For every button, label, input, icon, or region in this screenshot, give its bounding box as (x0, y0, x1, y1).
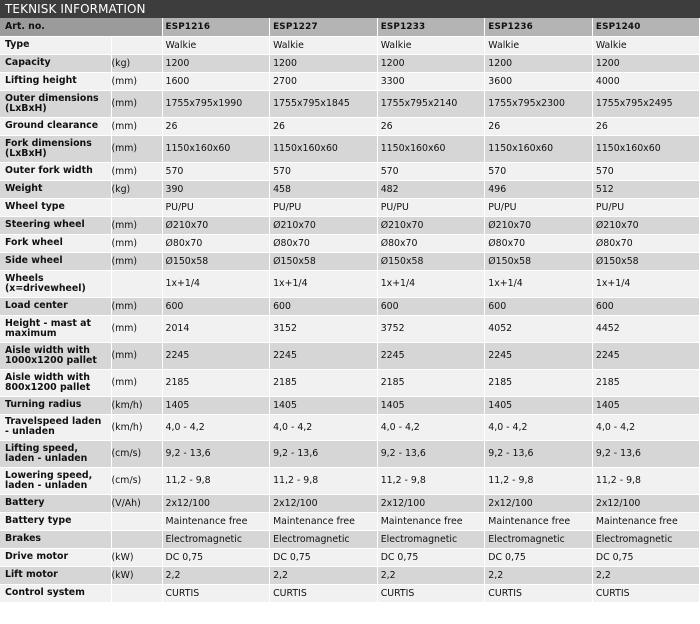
spec-value: 2,2 (270, 566, 378, 584)
spec-unit (111, 36, 162, 54)
spec-value: Electromagnetic (270, 530, 378, 548)
spec-value: 600 (270, 297, 378, 315)
spec-value: 26 (270, 117, 378, 135)
spec-value: 2700 (270, 72, 378, 90)
spec-unit (111, 512, 162, 530)
spec-value: 4452 (592, 315, 700, 342)
spec-unit: (mm) (111, 252, 162, 270)
spec-unit: (mm) (111, 135, 162, 162)
spec-value: 2x12/100 (270, 494, 378, 512)
spec-value: 26 (377, 117, 485, 135)
spec-name: Steering wheel (0, 216, 111, 234)
spec-unit (111, 584, 162, 602)
spec-value: PU/PU (592, 198, 700, 216)
spec-row (0, 566, 700, 584)
spec-row (0, 36, 700, 54)
spec-unit: (cm/s) (111, 467, 162, 494)
spec-value: 2245 (377, 342, 485, 369)
spec-value: CURTIS (377, 584, 485, 602)
spec-value: Walkie (485, 36, 593, 54)
spec-value: 1x+1/4 (592, 270, 700, 297)
spec-name: Battery (0, 494, 111, 512)
spec-row (0, 530, 700, 548)
spec-name: Battery type (0, 512, 111, 530)
spec-unit: (mm) (111, 297, 162, 315)
spec-value: CURTIS (270, 584, 378, 602)
spec-unit: (kg) (111, 180, 162, 198)
spec-value: 1x+1/4 (377, 270, 485, 297)
spec-name: Lifting height (0, 72, 111, 90)
spec-value: 1200 (270, 54, 378, 72)
spec-value: CURTIS (485, 584, 593, 602)
spec-value: Walkie (270, 36, 378, 54)
spec-value: Maintenance free (377, 512, 485, 530)
spec-value: Ø150x58 (162, 252, 270, 270)
spec-value: 2185 (592, 369, 700, 396)
spec-value: 1x+1/4 (162, 270, 270, 297)
spec-value: 2,2 (162, 566, 270, 584)
spec-unit: (kW) (111, 548, 162, 566)
section-title: TEKNISK INFORMATION (0, 0, 700, 18)
spec-value: DC 0,75 (162, 548, 270, 566)
spec-name: Height - mast at maximum (0, 315, 111, 342)
spec-value: 482 (377, 180, 485, 198)
spec-value: PU/PU (377, 198, 485, 216)
spec-row (0, 90, 700, 117)
spec-unit: (mm) (111, 216, 162, 234)
spec-name: Wheel type (0, 198, 111, 216)
spec-unit: (mm) (111, 72, 162, 90)
spec-row (0, 512, 700, 530)
spec-value: Maintenance free (485, 512, 593, 530)
model-esp1216: ESP1216 (162, 18, 270, 36)
spec-value: PU/PU (270, 198, 378, 216)
spec-unit: (km/h) (111, 396, 162, 414)
spec-value: 1755x795x1990 (162, 90, 270, 117)
spec-value: 1405 (485, 396, 593, 414)
spec-table-body (0, 18, 700, 602)
spec-value: 2245 (485, 342, 593, 369)
spec-value: 570 (270, 162, 378, 180)
spec-value: 512 (592, 180, 700, 198)
spec-row (0, 72, 700, 90)
spec-name: Capacity (0, 54, 111, 72)
spec-value: 11,2 - 9,8 (377, 467, 485, 494)
spec-unit: (V/Ah) (111, 494, 162, 512)
spec-value: Ø80x70 (377, 234, 485, 252)
spec-name: Weight (0, 180, 111, 198)
spec-row (0, 369, 700, 396)
spec-value: 2x12/100 (377, 494, 485, 512)
spec-value: 1x+1/4 (485, 270, 593, 297)
spec-row (0, 440, 700, 467)
spec-unit: (mm) (111, 234, 162, 252)
spec-value: 1755x795x2140 (377, 90, 485, 117)
spec-name: Brakes (0, 530, 111, 548)
spec-value: 3600 (485, 72, 593, 90)
spec-value: Ø150x58 (377, 252, 485, 270)
spec-value: Ø80x70 (485, 234, 593, 252)
spec-value: 600 (377, 297, 485, 315)
spec-value: 2245 (270, 342, 378, 369)
spec-table (0, 18, 700, 603)
spec-row (0, 270, 700, 297)
model-header-row (0, 18, 700, 36)
spec-value: 3300 (377, 72, 485, 90)
spec-value: Ø80x70 (592, 234, 700, 252)
spec-value: 26 (485, 117, 593, 135)
art-no-label: Art. no. (0, 18, 162, 36)
spec-row (0, 117, 700, 135)
spec-value: 2014 (162, 315, 270, 342)
spec-name: Lowering speed, laden - unladen (0, 467, 111, 494)
spec-value: Ø150x58 (270, 252, 378, 270)
spec-name: Outer dimensions (LxBxH) (0, 90, 111, 117)
spec-value: 1405 (592, 396, 700, 414)
spec-value: Maintenance free (270, 512, 378, 530)
spec-row (0, 297, 700, 315)
spec-value: 1200 (162, 54, 270, 72)
spec-row (0, 234, 700, 252)
spec-value: DC 0,75 (270, 548, 378, 566)
spec-value: 2x12/100 (592, 494, 700, 512)
spec-name: Outer fork width (0, 162, 111, 180)
spec-value: 2245 (162, 342, 270, 369)
spec-name: Side wheel (0, 252, 111, 270)
spec-value: CURTIS (162, 584, 270, 602)
spec-value: 458 (270, 180, 378, 198)
spec-value: 26 (592, 117, 700, 135)
spec-value: 1150x160x60 (270, 135, 378, 162)
spec-value: 2185 (485, 369, 593, 396)
spec-row (0, 162, 700, 180)
spec-value: Electromagnetic (162, 530, 270, 548)
spec-value: Maintenance free (592, 512, 700, 530)
spec-value: 2185 (162, 369, 270, 396)
spec-value: Electromagnetic (377, 530, 485, 548)
spec-value: Ø210x70 (485, 216, 593, 234)
spec-value: Ø150x58 (485, 252, 593, 270)
spec-value: 4,0 - 4,2 (377, 414, 485, 440)
spec-value: 1200 (592, 54, 700, 72)
spec-value: 2185 (270, 369, 378, 396)
spec-value: 600 (592, 297, 700, 315)
spec-name: Fork dimensions (LxBxH) (0, 135, 111, 162)
spec-row (0, 315, 700, 342)
spec-value: 1755x795x2495 (592, 90, 700, 117)
spec-value: 1405 (377, 396, 485, 414)
spec-value: Walkie (162, 36, 270, 54)
spec-row (0, 548, 700, 566)
spec-value: DC 0,75 (485, 548, 593, 566)
spec-name: Lift motor (0, 566, 111, 584)
spec-value: Ø210x70 (592, 216, 700, 234)
spec-row (0, 494, 700, 512)
spec-name: Type (0, 36, 111, 54)
spec-name: Turning radius (0, 396, 111, 414)
spec-value: 570 (162, 162, 270, 180)
spec-unit: (cm/s) (111, 440, 162, 467)
spec-unit: (kg) (111, 54, 162, 72)
spec-value: 4052 (485, 315, 593, 342)
spec-unit: (mm) (111, 369, 162, 396)
spec-unit: (mm) (111, 117, 162, 135)
spec-value: 11,2 - 9,8 (162, 467, 270, 494)
spec-value: 3752 (377, 315, 485, 342)
spec-name: Travelspeed laden - unladen (0, 414, 111, 440)
spec-value: 1x+1/4 (270, 270, 378, 297)
spec-value: 9,2 - 13,6 (592, 440, 700, 467)
spec-value: Ø210x70 (270, 216, 378, 234)
spec-value: PU/PU (485, 198, 593, 216)
spec-value: Ø210x70 (377, 216, 485, 234)
spec-value: Electromagnetic (592, 530, 700, 548)
spec-value: 4,0 - 4,2 (485, 414, 593, 440)
spec-value: 1200 (377, 54, 485, 72)
spec-unit (111, 270, 162, 297)
spec-unit (111, 530, 162, 548)
spec-value: 1200 (485, 54, 593, 72)
spec-value: 1755x795x2300 (485, 90, 593, 117)
spec-value: 1600 (162, 72, 270, 90)
spec-row (0, 180, 700, 198)
spec-name: Ground clearance (0, 117, 111, 135)
spec-unit: (kW) (111, 566, 162, 584)
spec-value: 4,0 - 4,2 (270, 414, 378, 440)
spec-unit (111, 198, 162, 216)
spec-value: 570 (592, 162, 700, 180)
spec-value: CURTIS (592, 584, 700, 602)
spec-value: 1150x160x60 (592, 135, 700, 162)
spec-unit: (mm) (111, 90, 162, 117)
spec-value: 2x12/100 (485, 494, 593, 512)
spec-value: Electromagnetic (485, 530, 593, 548)
spec-value: 9,2 - 13,6 (377, 440, 485, 467)
spec-unit: (mm) (111, 342, 162, 369)
spec-unit: (mm) (111, 162, 162, 180)
spec-value: 4000 (592, 72, 700, 90)
spec-value: 2,2 (592, 566, 700, 584)
spec-value: PU/PU (162, 198, 270, 216)
spec-value: 570 (377, 162, 485, 180)
spec-value: Ø80x70 (162, 234, 270, 252)
spec-value: DC 0,75 (377, 548, 485, 566)
model-esp1236: ESP1236 (485, 18, 593, 36)
spec-row (0, 342, 700, 369)
spec-row (0, 135, 700, 162)
spec-unit: (km/h) (111, 414, 162, 440)
spec-row (0, 396, 700, 414)
spec-value: 9,2 - 13,6 (270, 440, 378, 467)
spec-value: 2185 (377, 369, 485, 396)
spec-value: 390 (162, 180, 270, 198)
model-esp1240: ESP1240 (592, 18, 700, 36)
spec-value: 1150x160x60 (162, 135, 270, 162)
spec-unit: (mm) (111, 315, 162, 342)
spec-name: Aisle width with 800x1200 pallet (0, 369, 111, 396)
spec-row (0, 198, 700, 216)
spec-value: 26 (162, 117, 270, 135)
spec-name: Fork wheel (0, 234, 111, 252)
spec-value: Walkie (592, 36, 700, 54)
spec-value: Ø210x70 (162, 216, 270, 234)
spec-value: 4,0 - 4,2 (162, 414, 270, 440)
spec-name: Drive motor (0, 548, 111, 566)
spec-value: 9,2 - 13,6 (485, 440, 593, 467)
spec-name: Lifting speed, laden - unladen (0, 440, 111, 467)
spec-name: Load center (0, 297, 111, 315)
spec-value: 600 (162, 297, 270, 315)
spec-value: 570 (485, 162, 593, 180)
spec-value: Walkie (377, 36, 485, 54)
spec-name: Aisle width with 1000x1200 pallet (0, 342, 111, 369)
spec-value: 1150x160x60 (485, 135, 593, 162)
model-esp1233: ESP1233 (377, 18, 485, 36)
spec-row (0, 216, 700, 234)
spec-value: 1405 (270, 396, 378, 414)
spec-row (0, 467, 700, 494)
spec-row (0, 414, 700, 440)
spec-name: Wheels (x=drivewheel) (0, 270, 111, 297)
spec-value: Ø150x58 (592, 252, 700, 270)
spec-value: 496 (485, 180, 593, 198)
spec-value: 2245 (592, 342, 700, 369)
spec-value: DC 0,75 (592, 548, 700, 566)
spec-value: 600 (485, 297, 593, 315)
spec-value: 11,2 - 9,8 (592, 467, 700, 494)
spec-value: 11,2 - 9,8 (270, 467, 378, 494)
spec-value: 2,2 (377, 566, 485, 584)
spec-value: 11,2 - 9,8 (485, 467, 593, 494)
spec-row (0, 584, 700, 602)
spec-name: Control system (0, 584, 111, 602)
spec-value: 1150x160x60 (377, 135, 485, 162)
spec-value: Ø80x70 (270, 234, 378, 252)
spec-row (0, 54, 700, 72)
spec-row (0, 252, 700, 270)
model-esp1227: ESP1227 (270, 18, 378, 36)
spec-value: 4,0 - 4,2 (592, 414, 700, 440)
spec-value: Maintenance free (162, 512, 270, 530)
spec-value: 2x12/100 (162, 494, 270, 512)
spec-value: 1755x795x1845 (270, 90, 378, 117)
spec-value: 2,2 (485, 566, 593, 584)
spec-value: 3152 (270, 315, 378, 342)
spec-value: 9,2 - 13,6 (162, 440, 270, 467)
spec-value: 1405 (162, 396, 270, 414)
